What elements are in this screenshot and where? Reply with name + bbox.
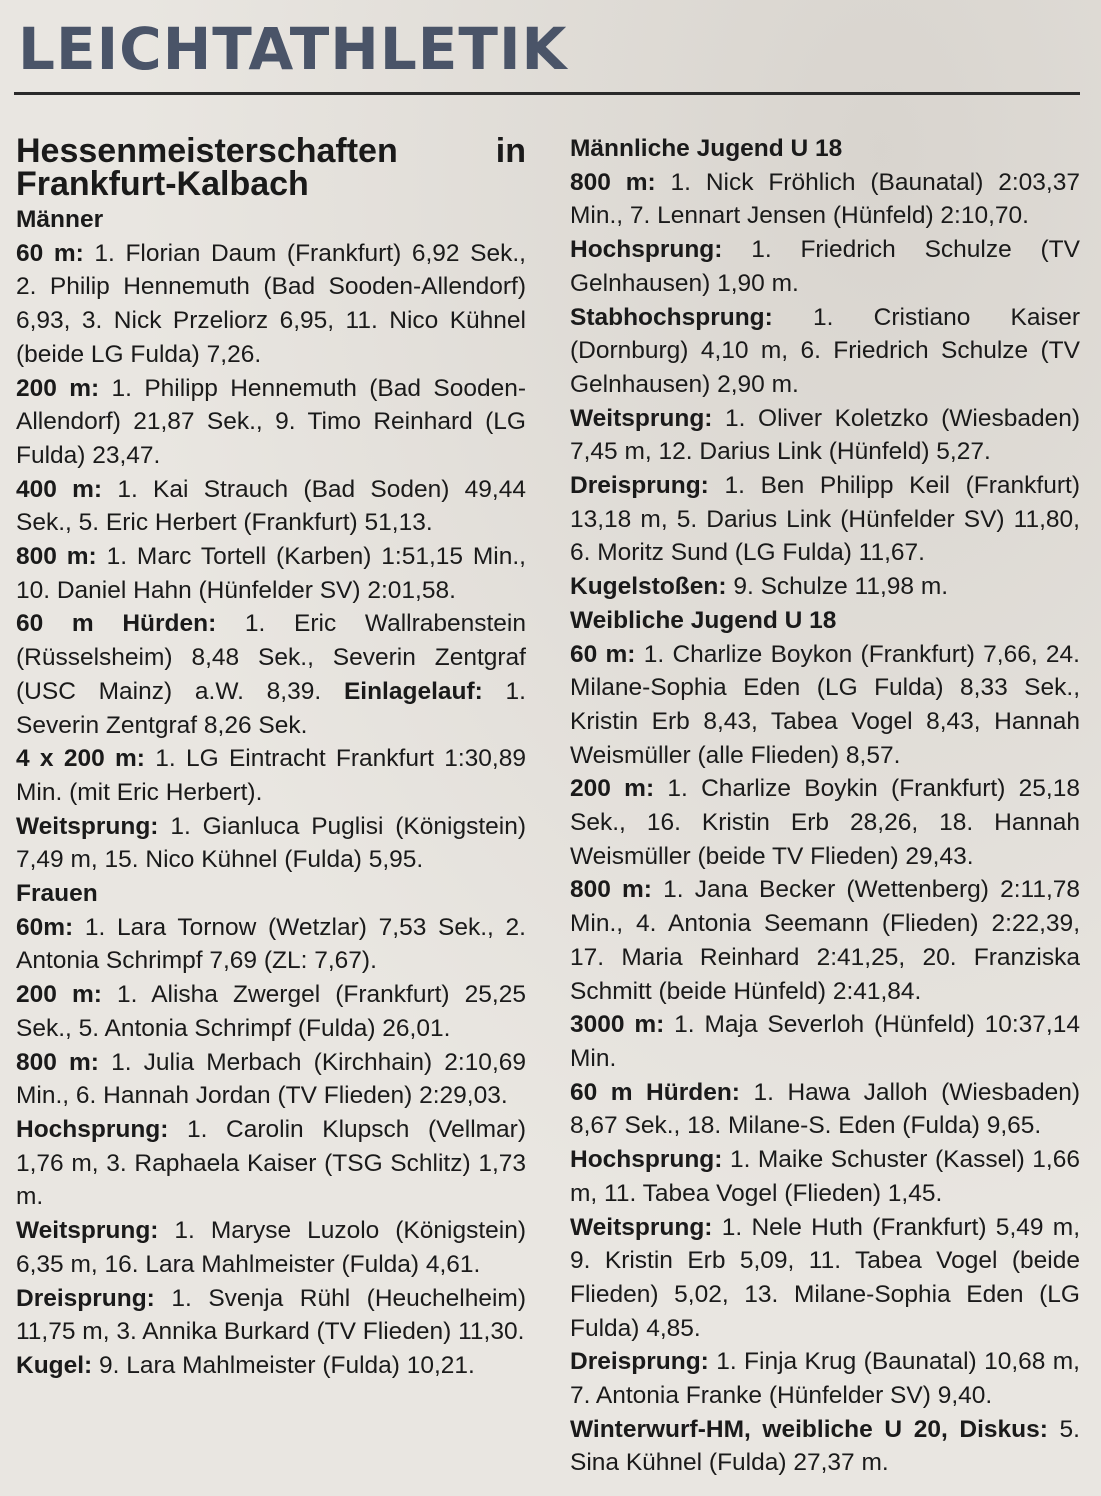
result-text: 1. Friedrich Schulze (TV Gelnhausen) 1,90 m. bbox=[570, 236, 1080, 297]
result-entry bbox=[16, 911, 526, 978]
discipline-label: 800 m: bbox=[16, 543, 97, 571]
discipline-label: Weitsprung: bbox=[570, 1213, 713, 1241]
result-entry bbox=[16, 1349, 526, 1383]
discipline-label: Hochsprung: bbox=[570, 236, 723, 264]
subheading: Frauen bbox=[16, 880, 98, 908]
result-text: 1. Florian Daum (Frankfurt) 6,92 Sek., 2. Philip Hennemuth (Bad Sooden-Allendorf) 6,93, 3. Nick Przeliorz 6,95, 11. Nico Kühnel (beide LG Fulda) 7,26. bbox=[16, 239, 526, 368]
result-text: 1. Svenja Rühl (Heuchelheim) 11,75 m, 3. Annika Burkard (TV Flieden) 11,30. bbox=[16, 1284, 526, 1346]
discipline-label: Weitsprung: bbox=[570, 404, 713, 432]
result-text: 1. Oliver Koletzko (Wiesbaden) 7,45 m, 12. Darius Link (Hünfeld) 5,27. bbox=[570, 404, 1080, 466]
discipline-label: 800 m: bbox=[570, 168, 656, 196]
subheading: Männliche Jugend U 18 bbox=[570, 135, 843, 162]
section-header: LEICHTATHLETIK bbox=[18, 15, 568, 83]
result-entry bbox=[570, 166, 1080, 233]
result-entry bbox=[570, 1076, 1080, 1143]
result-entry bbox=[16, 810, 526, 877]
discipline-label: Dreisprung: bbox=[570, 472, 709, 500]
result-entry bbox=[16, 742, 526, 809]
discipline-label: Dreisprung: bbox=[16, 1284, 155, 1312]
result-entry bbox=[16, 607, 526, 742]
discipline-label: 4 x 200 m: bbox=[16, 745, 145, 773]
result-text: 1. Alisha Zwergel (Frankfurt) 25,25 Sek., 5. Antonia Schrimpf (Fulda) 26,01. bbox=[16, 981, 526, 1042]
discipline-label: Stabhochsprung: bbox=[570, 303, 773, 331]
discipline-label: Winterwurf-HM, weibliche U 20, Diskus: bbox=[570, 1415, 1048, 1443]
discipline-label: 60 m Hürden: bbox=[16, 610, 217, 638]
result-entry bbox=[16, 978, 526, 1045]
result-text: 1. Kai Strauch (Bad Soden) 49,44 Sek., 5. Eric Herbert (Frankfurt) 51,13. bbox=[16, 475, 526, 537]
result-text: 1. Severin Zentgraf 8,26 Sek. bbox=[16, 677, 526, 739]
result-entry bbox=[16, 473, 526, 540]
result-entry bbox=[570, 1211, 1080, 1346]
result-entry bbox=[16, 1214, 526, 1281]
discipline-label: 200 m: bbox=[16, 374, 100, 402]
discipline-label: 60 m: bbox=[570, 640, 636, 668]
article-title: Hessenmeisterschaften in Frankfurt-Kalbach bbox=[16, 132, 526, 203]
result-text: 1. Carolin Klupsch (Vellmar) 1,76 m, 3. Raphaela Kaiser (TSG Schlitz) 1,73 m. bbox=[16, 1115, 526, 1211]
discipline-label: Dreisprung: bbox=[570, 1348, 709, 1376]
result-text: 5. Sina Kühnel (Fulda) 27,37 m. bbox=[570, 1415, 1080, 1477]
result-text: 1. Eric Wallrabenstein (Rüsselsheim) 8,48 Sek., Severin Zentgraf (USC Mainz) a.W. 8,39. bbox=[16, 610, 527, 705]
result-entry bbox=[570, 570, 1080, 604]
subheading: Männer bbox=[16, 206, 104, 233]
result-text: 1. LG Eintracht Frankfurt 1:30,89 Min. (mit Eric Herbert). bbox=[16, 745, 526, 806]
result-entry bbox=[16, 540, 526, 607]
result-entry bbox=[570, 873, 1080, 1008]
result-text: 1. Finja Krug (Baunatal) 10,68 m, 7. Antonia Franke (Hünfelder SV) 9,40. bbox=[570, 1348, 1080, 1410]
discipline-label: 3000 m: bbox=[570, 1011, 665, 1039]
discipline-label: 60 m: bbox=[16, 239, 84, 267]
subheading: Weibliche Jugend U 18 bbox=[570, 606, 837, 634]
result-text: 1. Nele Huth (Frankfurt) 5,49 m, 9. Kristin Erb 5,09, 11. Tabea Vogel (beide Flieden) 5,02, 13. Milane-Sophia Eden (LG Fulda) 4,85. bbox=[570, 1213, 1080, 1342]
result-entry bbox=[570, 1345, 1080, 1412]
result-entry bbox=[570, 638, 1080, 773]
result-text: 1. Julia Merbach (Kirchhain) 2:10,69 Min., 6. Hannah Jordan (TV Flieden) 2:29,03. bbox=[16, 1048, 526, 1110]
discipline-label: Einlagelauf: bbox=[343, 677, 483, 705]
discipline-label: Hochsprung: bbox=[16, 1115, 169, 1143]
result-entry bbox=[570, 1413, 1080, 1480]
result-text: 1. Jana Becker (Wettenberg) 2:11,78 Min., 4. Antonia Seemann (Flieden) 2:22,39, 17. Maria Reinhard 2:41,25, 20. Franziska Schmitt (beide Hünfeld) 2:41,84. bbox=[570, 876, 1080, 1005]
article-column-right bbox=[570, 132, 1080, 1480]
result-entry bbox=[570, 301, 1080, 402]
result-text: 1. Hawa Jalloh (Wiesbaden) 8,67 Sek., 18. Milane-S. Eden (Fulda) 9,65. bbox=[570, 1078, 1081, 1140]
result-text: 1. Charlize Boykon (Frankfurt) 7,66, 24. Milane-Sophia Eden (LG Fulda) 8,33 Sek., Kristin Erb 8,43, Tabea Vogel 8,43, Hannah Weismüller (alle Flieden) 8,57. bbox=[570, 640, 1080, 769]
discipline-label: 200 m: bbox=[570, 775, 655, 803]
discipline-label: 800 m: bbox=[16, 1048, 99, 1076]
result-text: 1. Lara Tornow (Wetzlar) 7,53 Sek., 2. Antonia Schrimpf 7,69 (ZL: 7,67). bbox=[16, 913, 526, 975]
discipline-label: 60m: bbox=[16, 913, 74, 941]
result-text: 1. Charlize Boykin (Frankfurt) 25,18 Sek., 16. Kristin Erb 28,26, 18. Hannah Weismüller (beide TV Flieden) 29,43. bbox=[570, 775, 1080, 870]
result-entry bbox=[16, 1113, 526, 1214]
discipline-label: 200 m: bbox=[16, 981, 102, 1009]
discipline-label: Kugelstoßen: bbox=[570, 573, 727, 601]
result-text: 9. Schulze 11,98 m. bbox=[726, 573, 949, 601]
result-text: 9. Lara Mahlmeister (Fulda) 10,21. bbox=[92, 1351, 475, 1379]
result-entry bbox=[16, 1282, 526, 1349]
result-text: 1. Nick Fröhlich (Baunatal) 2:03,37 Min., 7. Lennart Jensen (Hünfeld) 2:10,70. bbox=[570, 168, 1080, 230]
result-entry bbox=[16, 1046, 526, 1113]
result-text: 1. Cristiano Kaiser (Dornburg) 4,10 m, 6. Friedrich Schulze (TV Gelnhausen) 2,90 m. bbox=[570, 303, 1080, 398]
discipline-label: Kugel: bbox=[16, 1351, 93, 1379]
result-entry bbox=[570, 469, 1080, 570]
result-entry bbox=[570, 1008, 1080, 1075]
result-text: 1. Gianluca Puglisi (Königstein) 7,49 m, 15. Nico Kühnel (Fulda) 5,95. bbox=[16, 812, 526, 874]
result-text: 1. Maryse Luzolo (Königstein) 6,35 m, 16. Lara Mahlmeister (Fulda) 4,61. bbox=[16, 1217, 526, 1278]
discipline-label: Weitsprung: bbox=[16, 812, 159, 840]
discipline-label: Hochsprung: bbox=[570, 1146, 723, 1174]
result-text: 1. Philipp Hennemuth (Bad Sooden-Allendorf) 21,87 Sek., 9. Timo Reinhard (LG Fulda) 23,47. bbox=[16, 374, 526, 469]
result-entry bbox=[16, 372, 526, 473]
result-text: 1. Marc Tortell (Karben) 1:51,15 Min., 10. Daniel Hahn (Hünfelder SV) 2:01,58. bbox=[16, 543, 526, 604]
header-rule bbox=[14, 92, 1080, 95]
result-entry bbox=[570, 233, 1080, 300]
result-text: 1. Maike Schuster (Kassel) 1,66 m, 11. Tabea Vogel (Flieden) 1,45. bbox=[570, 1146, 1080, 1207]
article-column-left bbox=[16, 130, 526, 1383]
discipline-label: 800 m: bbox=[570, 876, 652, 904]
discipline-label: 60 m Hürden: bbox=[570, 1078, 740, 1106]
result-text: 1. Maja Severloh (Hünfeld) 10:37,14 Min. bbox=[570, 1011, 1080, 1072]
result-entry bbox=[570, 1143, 1080, 1210]
result-text: 1. Ben Philipp Keil (Frankfurt) 13,18 m, 5. Darius Link (Hünfelder SV) 11,80, 6. Moritz Sund (LG Fulda) 11,67. bbox=[570, 472, 1080, 567]
result-entry bbox=[570, 402, 1080, 469]
discipline-label: Weitsprung: bbox=[16, 1217, 159, 1245]
discipline-label: 400 m: bbox=[16, 475, 103, 503]
result-entry bbox=[16, 237, 526, 372]
result-entry bbox=[570, 772, 1080, 873]
